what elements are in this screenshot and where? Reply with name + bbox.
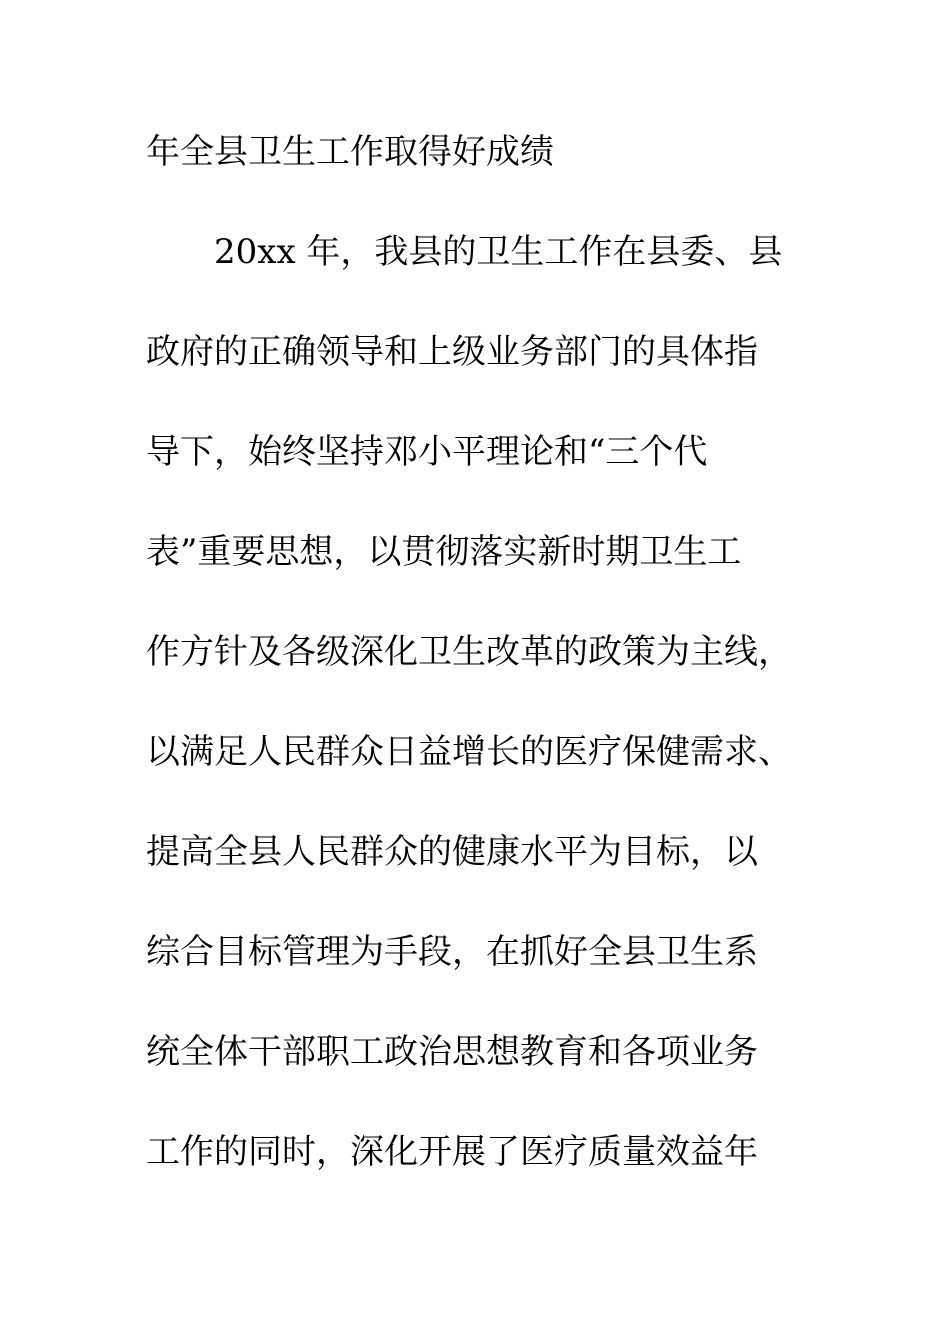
text-line-8: 综合目标管理为手段，在抓好全县卫生系 (146, 932, 758, 972)
text-line-5: 作方针及各级深化卫生改革的政策为主线， (146, 632, 792, 672)
text-line-7: 提高全县人民群众的健康水平为目标，以 (146, 832, 758, 872)
text-line-2: 政府的正确领导和上级业务部门的具体指 (146, 332, 758, 372)
text-line-9: 统全体干部职工政治思想教育和各项业务 (146, 1032, 758, 1072)
text-line-10: 工作的同时，深化开展了医疗质量效益年 (146, 1132, 758, 1172)
text-line-6: 以满足人民群众日益增长的医疗保健需求、 (146, 732, 792, 772)
text-line-3: 导下，始终坚持邓小平理论和“三个代 (146, 432, 708, 472)
text-line-4: 表”重要思想，以贯彻落实新时期卫生工 (146, 532, 742, 572)
text-line-1: 20xx 年，我县的卫生工作在县委、县 (214, 232, 783, 272)
heading-line: 年全县卫生工作取得好成绩 (146, 132, 554, 172)
